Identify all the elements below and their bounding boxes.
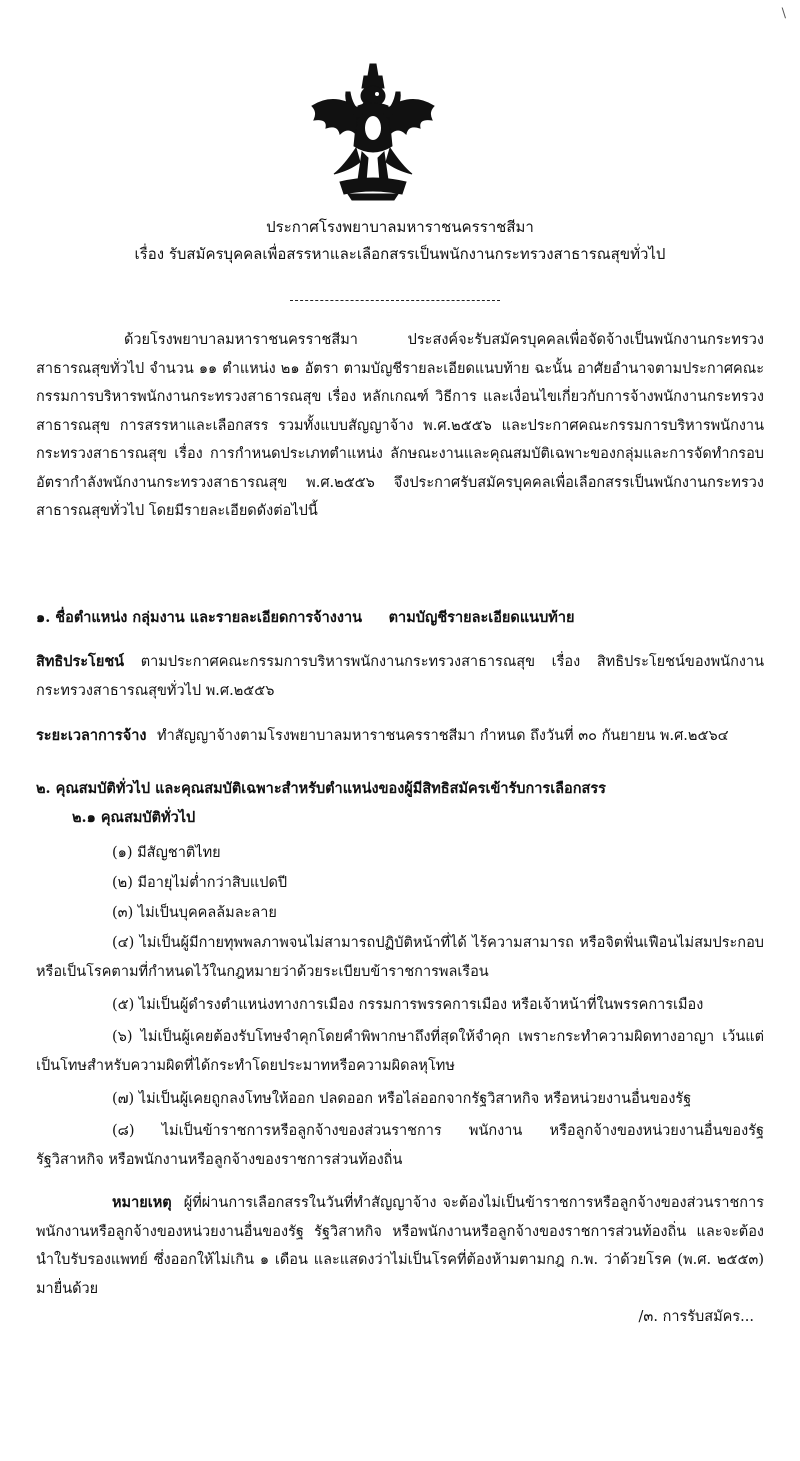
announcement-title: ประกาศโรงพยาบาลมหาราชนครราชสีมา (266, 218, 534, 236)
qualification-item-1: (๑) มีสัญชาติไทย (112, 845, 221, 861)
note-paragraph (36, 1189, 764, 1303)
section1-heading (36, 604, 764, 633)
benefits-label: สิทธิประโยชน์ (36, 653, 125, 670)
section1-heading-text: ๑. ชื่อตำแหน่ง กลุ่มงาน และรายละเอียดการจ้างงาน (36, 609, 363, 626)
period-text: ทำสัญญาจ้างตามโรงพยาบาลมหาราชนครราชสีมา กำหนด ถึงวันที่ ๓๐ กันยายน พ.ศ.๒๕๖๔ (157, 728, 729, 744)
section2-heading: ๒. คุณสมบัติทั่วไป และคุณสมบัติเฉพาะสำหรับตำแหน่งของผู้มีสิทธิสมัครเข้ารับการเลือกสรร (36, 780, 606, 797)
qualification-item-6: (๖) ไม่เป็นผู้เคยต้องรับโทษจำคุกโดยคำพิพากษาถึงที่สุดให้จำคุก เพราะกระทำความผิดทางอาญา เว้นแต่เป็นโทษสำหรับความผิดที่ได้กระทำโดยประมาทหรือความผิดลหุโทษ (36, 1029, 764, 1074)
benefits-paragraph (36, 648, 764, 705)
note-label: หมายเหตุ (112, 1194, 172, 1211)
qualification-item-2: (๒) มีอายุไม่ต่ำกว่าสิบแปดปี (112, 875, 288, 891)
qualification-item-5: (๕) ไม่เป็นผู้ดำรงตำแหน่งทางการเมือง กรรมการพรรคการเมือง หรือเจ้าหน้าที่ในพรรคการเมือง (112, 997, 704, 1013)
period-label: ระยะเวลาการจ้าง (36, 727, 147, 744)
corner-mark: \ (781, 6, 786, 21)
header-divider (290, 300, 500, 301)
period-paragraph (36, 722, 764, 751)
intro-paragraph: ด้วยโรงพยาบาลมหาราชนครราชสีมา ประสงค์จะรับสมัครบุคคลเพื่อจัดจ้างเป็นพนักงานกระทรวงสาธารณสุขทั่วไป จำนวน ๑๑ ตำแหน่ง ๒๑ อัตรา ตามบัญชีรายละเอียดแนบท้าย ฉะนั้น อาศัยอำนาจตามประกาศคณะกรรมการบริหารพนักงานกระทรวงสาธารณสุข เรื่อง หลักเกณฑ์ วิธีการ และเงื่อนไขเกี่ยวกับการจ้างพนักงานกระทรวงสาธารณสุข การสรรหาและเลือกสรร รวมทั้งแบบสัญญาจ้าง พ.ศ.๒๕๕๖ และประกาศคณะกรรมการบริหารพนักงานกระทรวงสาธารณสุข เรื่อง การกำหนดประเภทตำแหน่ง ลักษณะงานและคุณสมบัติเฉพาะของกลุ่มและการจัดทำกรอบอัตรากำลังพนักงานกระทรวงสาธารณสุข พ.ศ.๒๕๕๖ จึงประกาศรับสมัครบุคคลเพื่อเลือกสรรเป็นพนักงานกระทรวงสาธารณสุขทั่วไป โดยมีรายละเอียดดังต่อไปนี้ (36, 332, 764, 519)
qualification-item-8: (๘) ไม่เป็นข้าราชการหรือลูกจ้างของส่วนราชการ พนักงาน หรือลูกจ้างของหน่วยงานอื่นของรัฐ รัฐวิสาหกิจ หรือพนักงานหรือลูกจ้างของราชการส่วนท้องถิ่น (36, 1123, 764, 1168)
qualification-item-7: (๗) ไม่เป็นผู้เคยถูกลงโทษให้ออก ปลดออก หรือไล่ออกจากรัฐวิสาหกิจ หรือหน่วยงานอื่นของรัฐ (112, 1091, 692, 1107)
benefits-text: ตามประกาศคณะกรรมการบริหารพนักงานกระทรวงสาธารณสุข เรื่อง สิทธิประโยชน์ของพนักงานกระทรวงสาธารณสุขทั่วไป พ.ศ.๒๕๕๖ (36, 654, 764, 699)
qualification-item-4: (๔) ไม่เป็นผู้มีกายทุพพลภาพจนไม่สามารถปฏิบัติหน้าที่ได้ ไร้ความสามารถ หรือจิตฟั่นเฟือนไม่สมประกอบ หรือเป็นโรคตามที่กำหนดไว้ในกฎหมายว่าด้วยระเบียบข้าราชการพลเรือน (36, 935, 764, 980)
garuda-emblem (304, 62, 442, 202)
note-text: ผู้ที่ผ่านการเลือกสรรในวันที่ทำสัญญาจ้าง จะต้องไม่เป็นข้าราชการหรือลูกจ้างของส่วนราชการ พนักงานหรือลูกจ้างของหน่วยงานอื่นของรัฐ รัฐวิสาหกิจ หรือพนักงานหรือลูกจ้างของราชการส่วนท้องถิ่น และจะต้องนำใบรับรองแพทย์ ซึ่งออกให้ไม่เกิน ๑ เดือน และแสดงว่าไม่เป็นโรคที่ต้องห้ามตามกฎ ก.พ. ว่าด้วยโรค (พ.ศ. ๒๕๕๓) มายื่นด้วย (36, 1195, 765, 1297)
continuation-marker: /๓. การรับสมัคร... (638, 1309, 754, 1325)
qualification-item-3: (๓) ไม่เป็นบุคคลล้มละลาย (112, 905, 277, 921)
section1-heading-ref: ตามบัญชีรายละเอียดแนบท้าย (388, 609, 575, 626)
section2-subheading: ๒.๑ คุณสมบัติทั่วไป (72, 809, 196, 826)
announcement-subject: เรื่อง รับสมัครบุคคลเพื่อสรรหาและเลือกสรรเป็นพนักงานกระทรวงสาธารณสุขทั่วไป (134, 245, 666, 263)
